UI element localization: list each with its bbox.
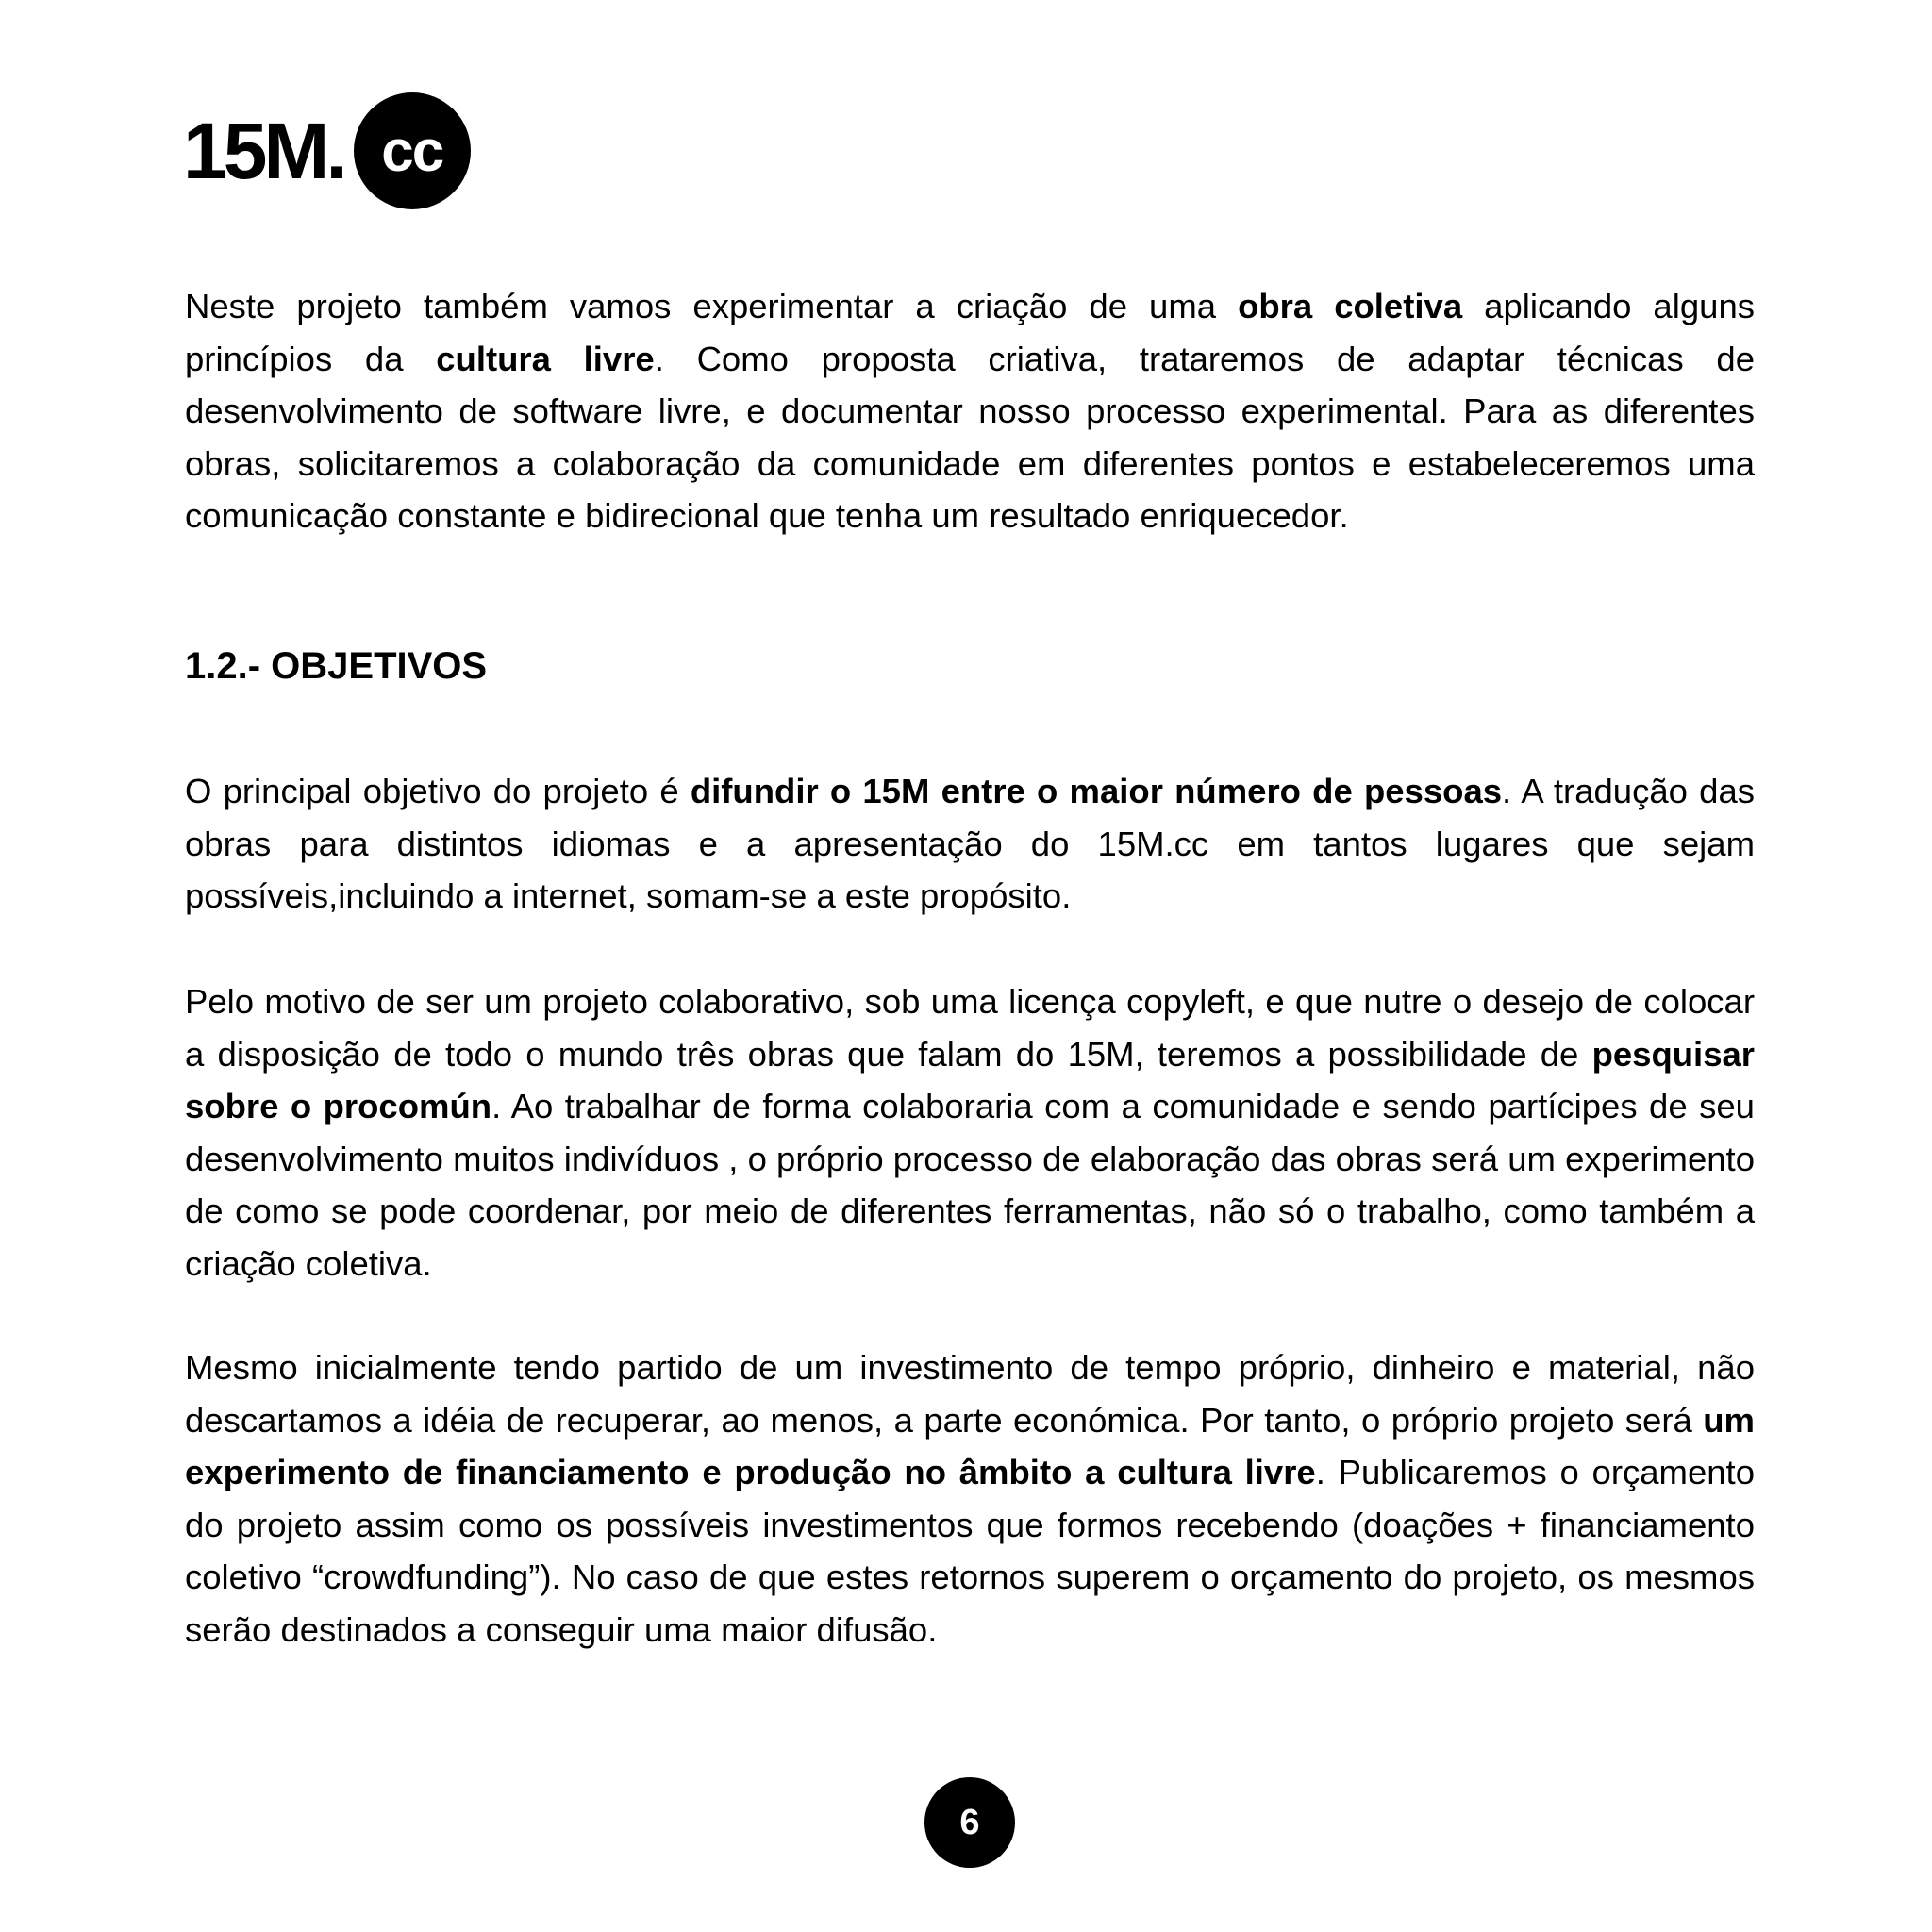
p2-bold-1: pesquisar sobre o procomún: [185, 1034, 1755, 1125]
section-heading: 1.2.- OBJETIVOS: [185, 645, 488, 687]
intro-bold-1: obra coletiva: [1238, 287, 1463, 325]
logo: [183, 92, 471, 209]
p3-text-2: . Publicaremos o orçamento do projeto assim como os possíveis investimentos que formos recebendo (doações + financiamento coletivo “crowdfunding”). No caso de que estes retornos superem o orçamento do projeto, os mesmos serão destinados a conseguir uma maior difusão.: [185, 1453, 1756, 1649]
objectives-paragraph-3: [185, 1341, 1755, 1656]
objectives-paragraph-1: [185, 765, 1755, 923]
p1-text-2: . A tradução das obras para distintos idiomas e a apresentação do 15M.cc em tantos lugares que sejam possíveis,incluindo a internet, somam-se a este propósito.: [185, 772, 1755, 915]
page-number-badge: 6: [924, 1777, 1015, 1868]
intro-text-3: . Como proposta criativa, trataremos de adaptar técnicas de desenvolvimento de software livre, e documentar nosso processo experimental. Para as diferentes obras, solicitaremos a colaboração da comunidade em diferentes pontos e estabeleceremos uma comunicação constante e bidirecional que tenha um resultado enriquecedor.: [185, 339, 1756, 535]
p2-text-2: . Ao trabalhar de forma colaboraria com a comunidade e sendo partícipes de seu desenvolvimento muitos indivíduos , o próprio processo de elaboração das obras será um experimento de como se pode coordenar, por meio de diferentes ferramentas, não só o trabalho, como também a criação coletiva.: [185, 1087, 1755, 1283]
p1-text-1: O principal objetivo do projeto é: [185, 772, 691, 810]
logo-circle-badge: cc: [354, 92, 471, 209]
intro-bold-2: cultura livre: [436, 339, 655, 378]
intro-text-1: Neste projeto também vamos experimentar a criação de uma: [185, 287, 1239, 325]
p3-text-1: Mesmo inicialmente tendo partido de um investimento de tempo próprio, dinheiro e material, não descartamos a idéia de recuperar, ao menos, a parte económica. Por tanto, o próprio projeto será: [185, 1348, 1755, 1440]
p2-text-1: Pelo motivo de ser um projeto colaborativo, sob uma licença copyleft, e que nutre o desejo de colocar a disposição de todo o mundo três obras que falam do 15M, teremos a possibilidade de: [185, 982, 1755, 1074]
intro-paragraph: [185, 280, 1755, 542]
objectives-paragraph-2: [185, 975, 1755, 1290]
logo-text: 15M.: [183, 107, 344, 195]
p1-bold-1: difundir o 15M entre o maior número de pessoas: [690, 772, 1503, 810]
intro-text-2: aplicando alguns princípios da: [185, 287, 1755, 378]
p3-bold-1: um experimento de financiamento e produção no âmbito a cultura livre: [185, 1400, 1755, 1491]
